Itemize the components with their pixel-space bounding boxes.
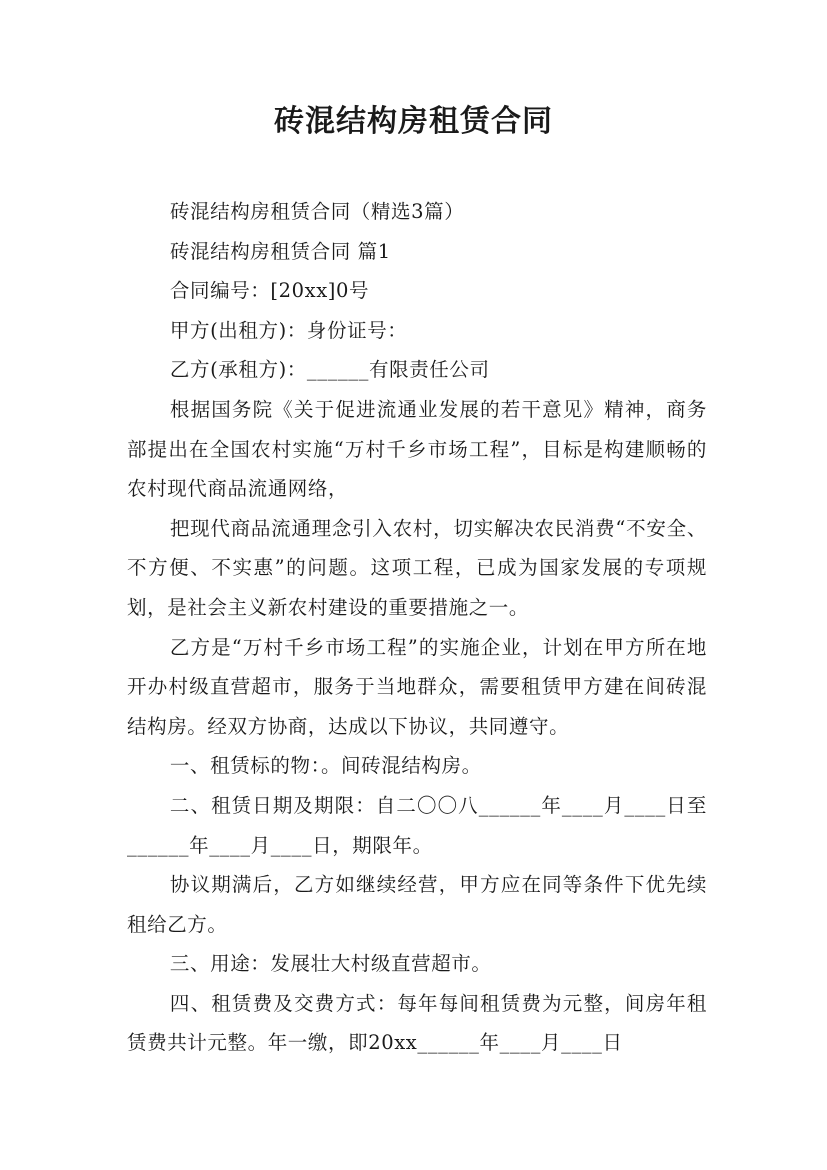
paragraph-contract-number: 合同编号：[20xx]0号 (169, 279, 370, 303)
paragraph-part-heading: 砖混结构房租赁合同 篇1 (169, 239, 391, 263)
paragraph-clause-1: 一、租赁标的物：。间砖混结构房。 (169, 754, 482, 778)
paragraph-background: 根据国务院《关于促进流通业发展的若干意见》精神，商务部提出在全国农村实施“万村千乡市场工程”，目标是构建顺畅的农村现代商品流通网络， (127, 397, 707, 501)
paragraph-clause-2: 二、租赁日期及期限：自二〇〇八______年____月____日至______年____月____日，期限年。 (127, 793, 707, 857)
document-body (127, 192, 707, 1063)
paragraph-subtitle: 砖混结构房租赁合同（精选3篇） (169, 200, 465, 223)
paragraph-clause-3: 三、用途：发展壮大村级直营超市。 (169, 952, 492, 976)
paragraph-party-a: 甲方(出租方)：身份证号： (169, 318, 408, 342)
paragraph-purpose: 把现代商品流通理念引入农村，切实解决农民消费“不安全、不方便、不实惠”的问题。这项工程，已成为国家发展的专项规划，是社会主义新农村建设的重要措施之一。 (127, 516, 707, 619)
paragraph-party-b: 乙方(承租方)：______有限责任公司 (169, 358, 490, 382)
paragraph-clause-4: 四、租赁费及交费方式：每年每间租赁费为元整，间房年租赁费共计元整。年一缴，即20xx______年____月____日 (127, 991, 707, 1055)
paragraph-party-b-intent: 乙方是“万村千乡市场工程”的实施企业，计划在甲方所在地开办村级直营超市，服务于当地群众，需要租赁甲方建在间砖混结构房。经双方协商，达成以下协议，共同遵守。 (127, 635, 707, 738)
document-title: 砖混结构房租赁合同 (274, 104, 553, 139)
paragraph-renewal: 协议期满后，乙方如继续经营，甲方应在同等条件下优先续租给乙方。 (127, 873, 707, 936)
